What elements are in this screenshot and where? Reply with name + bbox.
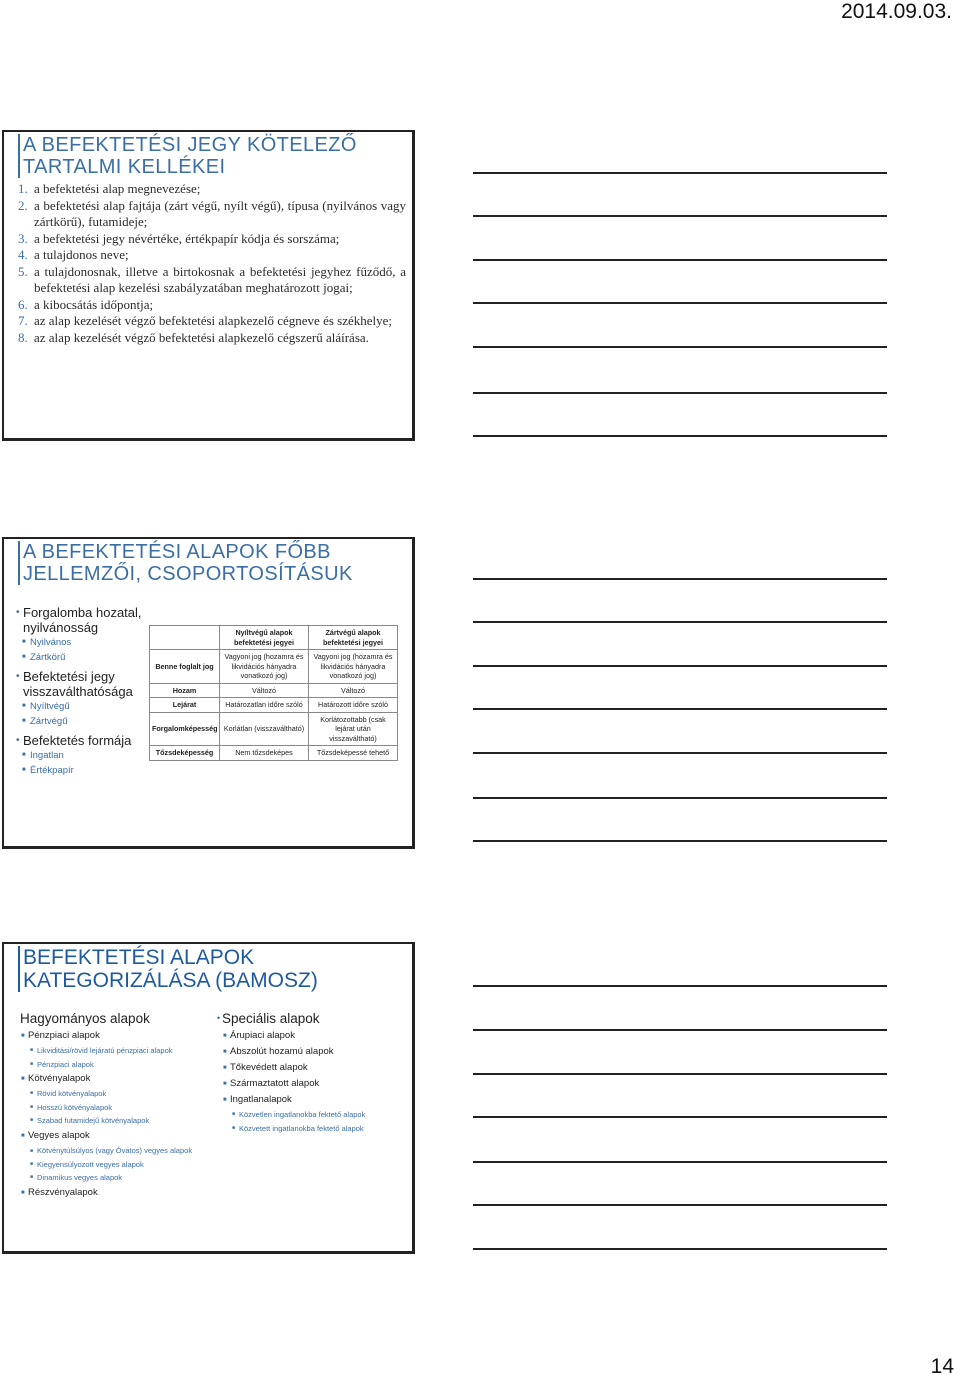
note-line (473, 215, 887, 217)
special-funds-column (217, 1010, 407, 1135)
table-row (150, 746, 398, 761)
table-cell: Korlátozottabb (csak lejárat után visszaváltható) (309, 712, 398, 746)
page-number: 14 (930, 1355, 954, 1378)
row-header: Lejárat (150, 698, 220, 713)
list-item (18, 247, 406, 264)
item-number: 6. (18, 296, 28, 312)
feature-sub (16, 650, 146, 665)
column-head: Hagyományos alapok (20, 1011, 150, 1026)
table-cell: Vagyoni jog (hozamra és likvidációs hányadra vonatkozó jog) (220, 650, 309, 684)
category-sub (20, 1101, 200, 1115)
feature-head (16, 605, 146, 635)
category-sub-text: Kiegyensúlyozott vegyes alapok (37, 1159, 144, 1169)
category-label: Kötvényalapok (28, 1073, 91, 1084)
note-line (473, 1073, 887, 1075)
feature-list (16, 605, 146, 782)
comparison-table (149, 625, 398, 761)
feature-sub (16, 748, 146, 763)
slide-kategorizalas (2, 942, 415, 1254)
feature-group (16, 733, 146, 778)
bullet-icon: ■ (30, 1090, 34, 1096)
category-item (20, 1128, 200, 1144)
row-header: Tőzsdeképesség (150, 746, 220, 761)
feature-sub-text: Nyilvános (30, 637, 72, 648)
column-head-text: Speciális alapok (222, 1011, 320, 1026)
table-header-row (150, 626, 398, 650)
feature-head (16, 669, 146, 699)
note-line (473, 1204, 887, 1206)
note-line (473, 1161, 887, 1163)
bullet-icon: • (217, 1013, 221, 1023)
bullet-icon: ■ (22, 654, 26, 660)
feature-sub (16, 699, 146, 714)
feature-sub (16, 714, 146, 729)
page-date: 2014.09.03. (841, 0, 952, 23)
category-sub (222, 1122, 407, 1136)
table-cell: Korlátlan (visszaváltható) (220, 712, 309, 746)
bullet-icon: ■ (21, 1132, 25, 1139)
item-number: 8. (18, 329, 28, 345)
note-line (473, 665, 887, 667)
table-cell: Változó (309, 683, 398, 698)
category-sub (20, 1044, 200, 1058)
category-sub (20, 1087, 200, 1101)
table-cell: Változó (220, 683, 309, 698)
slide-befektetesi-jegy (2, 130, 415, 441)
item-text: a befektetési alap megnevezése; (34, 181, 201, 196)
table-cell: Határozott időre szóló (309, 698, 398, 713)
note-line (473, 172, 887, 174)
category-sub-text: Rövid kötvényalapok (37, 1089, 107, 1098)
category-item (222, 1092, 407, 1108)
feature-sub (16, 763, 146, 778)
column-header: Zártvégű alapok befektetési jegyei (309, 626, 398, 650)
feature-head-text: Befektetési jegy visszaválthatósága (23, 669, 133, 699)
table-row (150, 712, 398, 746)
column-header: Nyíltvégű alapok befektetési jegyei (220, 626, 309, 650)
category-item (20, 1071, 200, 1087)
bullet-icon: ■ (22, 718, 26, 724)
feature-sub-text: Zártkörű (30, 652, 66, 663)
note-line (473, 1029, 887, 1031)
category-item (20, 1185, 200, 1201)
row-header: Forgalomképesség (150, 712, 220, 746)
slide-fobb-jellemzok (2, 537, 415, 849)
bullet-icon: ■ (30, 1147, 34, 1154)
bullet-icon: ■ (223, 1065, 227, 1071)
category-item (222, 1076, 407, 1092)
note-line (473, 621, 887, 623)
category-sub (222, 1108, 407, 1122)
category-label: Származtatott alapok (230, 1078, 320, 1089)
bullet-icon: ■ (30, 1160, 34, 1167)
bullet-icon: ■ (30, 1117, 34, 1123)
bullet-icon: ■ (30, 1060, 34, 1067)
bullet-icon: ■ (21, 1189, 25, 1196)
list-item (18, 264, 406, 297)
category-label: Pénzpiaci alapok (28, 1030, 100, 1041)
bullet-icon: ■ (21, 1076, 25, 1082)
column-head (217, 1010, 407, 1027)
item-number: 4. (18, 247, 28, 262)
note-line (473, 302, 887, 304)
list-item (18, 181, 406, 198)
bullet-icon: ■ (223, 1049, 227, 1055)
category-item (222, 1044, 407, 1060)
item-number: 1. (18, 181, 28, 196)
note-line (473, 752, 887, 754)
category-sub-text: Közvetlen ingatlanokba fektető alapok (239, 1110, 366, 1119)
category-sub (20, 1146, 200, 1156)
bullet-icon: ■ (30, 1103, 34, 1110)
table-row (150, 683, 398, 698)
feature-sub-text: Nyíltvégű (30, 701, 70, 712)
note-line (473, 259, 887, 261)
category-sub-text: Közvetett ingatlanokba fektető alapok (239, 1123, 364, 1133)
category-label: Vegyes alapok (28, 1129, 90, 1141)
table-row (150, 650, 398, 684)
bullet-icon: ■ (30, 1047, 34, 1053)
bullet-icon: ■ (22, 752, 26, 758)
bullet-icon: ■ (223, 1033, 227, 1039)
note-line (473, 392, 887, 394)
row-header: Benne foglalt jog (150, 650, 220, 684)
bullet-icon: • (16, 671, 20, 682)
item-text: a befektetési jegy névértéke, értékpapír kódja és sorszáma; (34, 230, 340, 246)
list-item (18, 313, 406, 330)
item-text: a tulajdonosnak, illetve a birtokosnak a befektetési jegyhez fűződő, a befektetési alap kezelési szabályzatában meghatározott jogai; (34, 263, 406, 295)
category-sub (20, 1158, 200, 1172)
list-item (18, 330, 406, 347)
note-line (473, 708, 887, 710)
category-sub-text: Pénzpiaci alapok (37, 1059, 94, 1069)
feature-head (16, 733, 146, 748)
note-line (473, 435, 887, 437)
item-number: 7. (18, 313, 28, 328)
note-line (473, 578, 887, 580)
feature-sub-text: Ingatlan (30, 750, 64, 761)
item-number: 3. (18, 230, 28, 246)
bullet-icon: • (16, 735, 20, 746)
category-item (20, 1028, 200, 1044)
category-sub (20, 1114, 200, 1128)
category-label: Árupiaci alapok (230, 1030, 295, 1041)
bullet-icon: ■ (232, 1111, 236, 1117)
note-line (473, 797, 887, 799)
table-cell: Tőzsdeképessé tehető (309, 746, 398, 761)
category-sub (20, 1058, 200, 1072)
feature-sub-text: Értékpapír (30, 765, 74, 776)
table-cell: Nem tőzsdeképes (220, 746, 309, 761)
slide-title: BEFEKTETÉSI ALAPOK KATEGORIZÁLÁSA (BAMOSZ) (18, 946, 408, 992)
category-sub-text: Hosszú kötvényalapok (37, 1102, 113, 1112)
category-item (222, 1028, 407, 1044)
category-sub-text: Szabad futamidejű kötvényalapok (37, 1116, 150, 1125)
category-sub-text: Dinamikus vegyes alapok (37, 1173, 123, 1182)
category-label: Tőkevédett alapok (230, 1062, 308, 1073)
bullet-icon: ■ (30, 1174, 34, 1180)
slide-title: A BEFEKTETÉSI JEGY KÖTELEZŐ TARTALMI KELLÉKEI (18, 134, 408, 178)
note-line (473, 985, 887, 987)
item-text: az alap kezelését végző befektetési alapkezelő cégszerű aláírása. (34, 329, 369, 345)
note-line (473, 346, 887, 348)
note-line (473, 1248, 887, 1250)
feature-group (16, 605, 146, 665)
table-cell: Határozatlan időre szóló (220, 698, 309, 713)
category-item (222, 1060, 407, 1076)
feature-head-text: Befektetés formája (23, 733, 132, 748)
table-cell: Vagyoni jog (hozamra és likvidációs hányadra vonatkozó jog) (309, 650, 398, 684)
item-text: a kibocsátás időpontja; (34, 296, 154, 312)
note-line (473, 1116, 887, 1118)
requirements-list (18, 181, 406, 346)
list-item (18, 231, 406, 248)
feature-head-text: Forgalomba hozatal, nyilvánosság (23, 605, 142, 635)
bullet-icon: ■ (22, 639, 26, 645)
feature-group (16, 669, 146, 729)
slide-title: A BEFEKTETÉSI ALAPOK FŐBB JELLEMZŐI, CSOPORTOSÍTÁSUK (18, 541, 408, 585)
category-sub (20, 1171, 200, 1185)
traditional-funds-column (20, 1010, 200, 1201)
item-number: 2. (18, 197, 28, 213)
bullet-icon: ■ (223, 1097, 227, 1103)
row-header: Hozam (150, 683, 220, 698)
bullet-icon: ■ (21, 1033, 25, 1039)
table-row (150, 698, 398, 713)
bullet-icon: ■ (22, 703, 26, 709)
category-sub-text: Kötvénytúlsúlyos (vagy Óvatos) vegyes alapok (37, 1145, 193, 1155)
bullet-icon: ■ (22, 767, 26, 773)
category-sub-text: Likviditási/rövid lejáratú pénzpiaci alapok (37, 1046, 173, 1055)
list-item (18, 198, 406, 231)
feature-sub-text: Zártvégű (30, 716, 68, 727)
bullet-icon: ■ (232, 1124, 236, 1131)
feature-sub (16, 635, 146, 650)
bullet-icon: ■ (223, 1081, 227, 1087)
category-label: Abszolút hozamú alapok (230, 1046, 334, 1057)
table-corner (150, 626, 220, 650)
note-line (473, 840, 887, 842)
item-text: a befektetési alap fajtája (zárt végű, nyílt végű), típusa (nyilvános vagy zártkörű), futamideje; (34, 197, 406, 229)
item-text: a tulajdonos neve; (34, 247, 129, 262)
category-label: Részvényalapok (28, 1186, 98, 1198)
bullet-icon: • (16, 607, 20, 618)
item-text: az alap kezelését végző befektetési alapkezelő cégneve és székhelye; (34, 313, 393, 328)
list-item (18, 297, 406, 314)
category-label: Ingatlanalapok (230, 1094, 292, 1105)
item-number: 5. (18, 263, 28, 279)
